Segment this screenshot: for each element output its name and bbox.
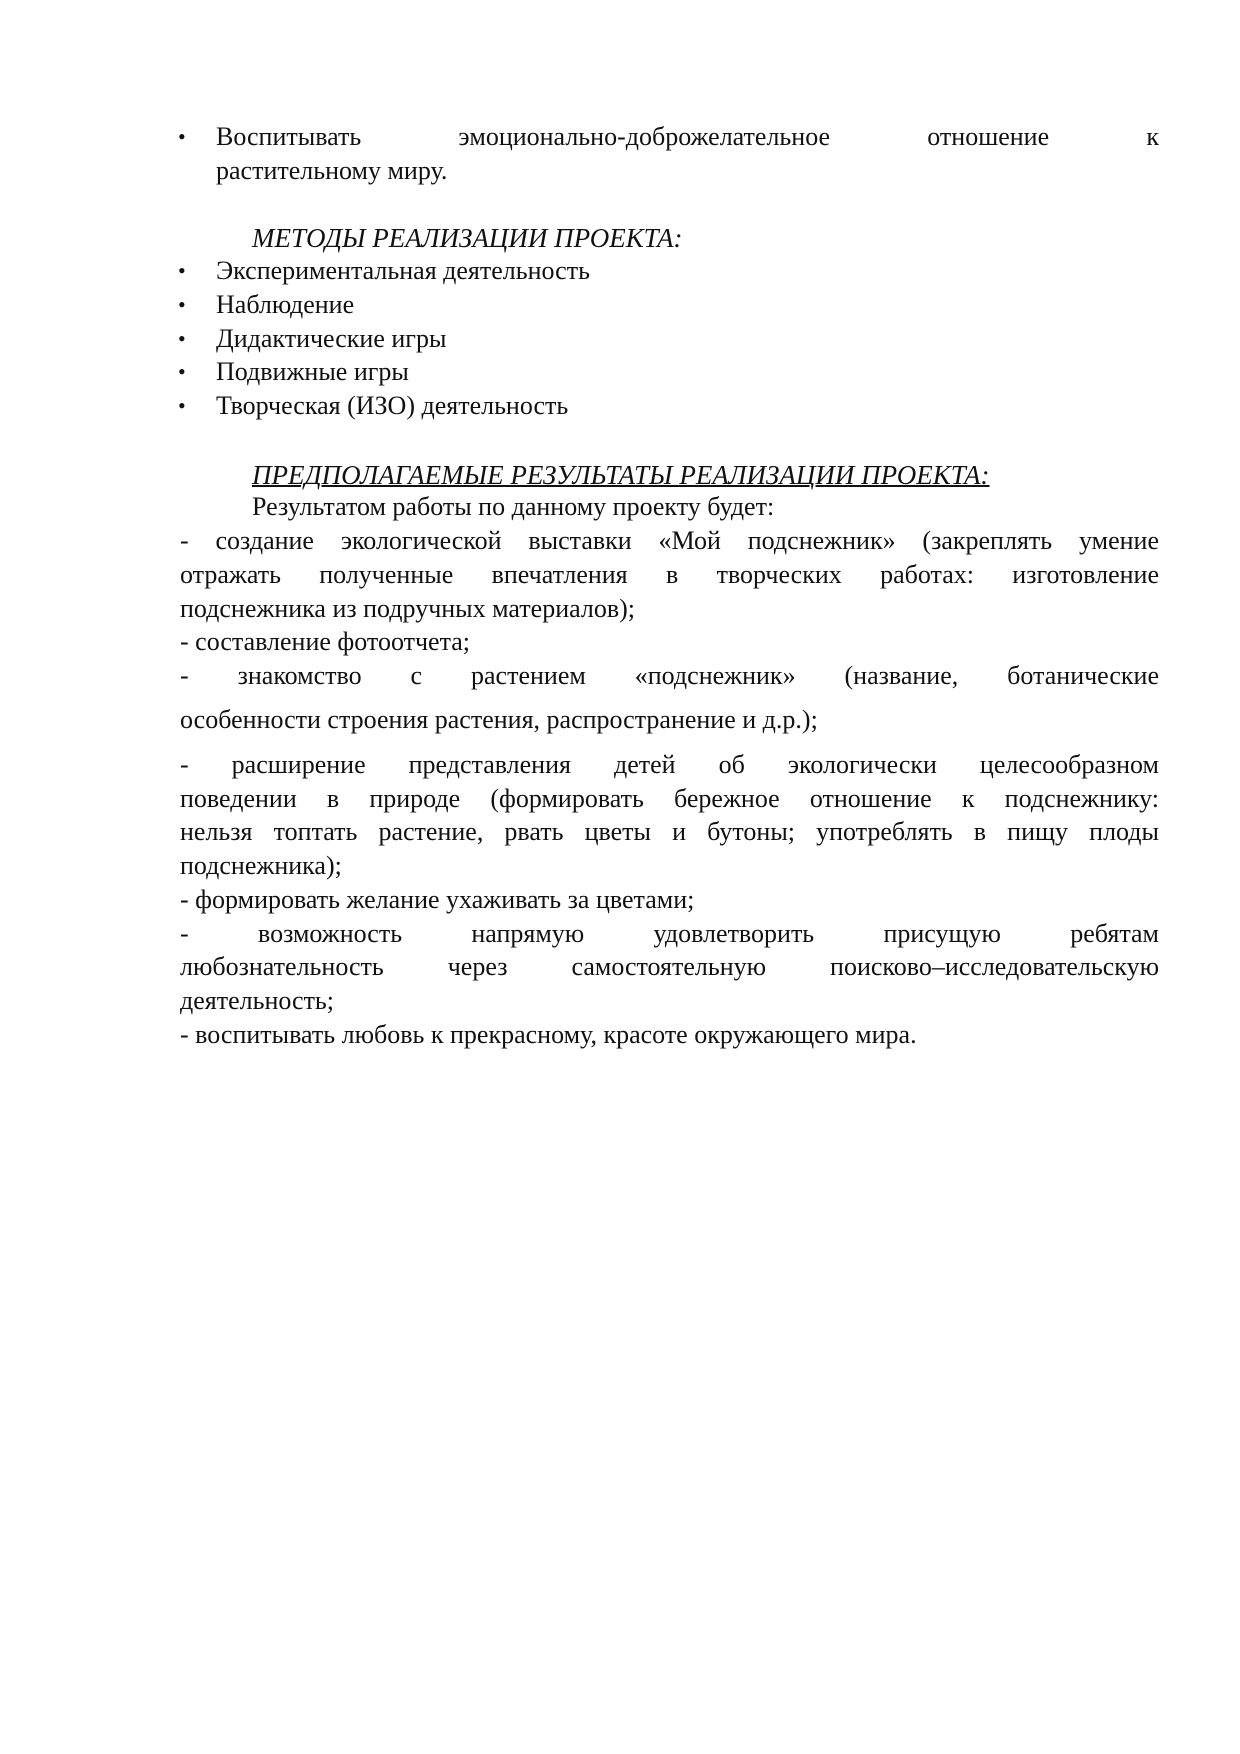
result-line: поведении в природе (формировать бережное отношение к подснежнику: [180, 784, 1159, 813]
result-line: - знакомство с растением «подснежник» (название, ботанические [180, 661, 1159, 690]
methods-heading: МЕТОДЫ РЕАЛИЗАЦИИ ПРОЕКТА: [252, 223, 683, 253]
result-line: отражать полученные впечатления в творческих работах: изготовление [180, 560, 1159, 589]
result-line: подснежника из подручных материалов); [180, 594, 636, 623]
result-line: - воспитывать любовь к прекрасному, красоте окружающего мира. [180, 1020, 917, 1049]
result-line: подснежника); [180, 851, 342, 880]
goal-line: Воспитывать эмоционально-доброжелательное отношение к [216, 122, 1159, 151]
bullet-icon: • [178, 393, 186, 418]
bullet-icon: • [178, 359, 186, 384]
method-item: Творческая (ИЗО) деятельность [216, 391, 569, 420]
bullet-icon: • [178, 326, 186, 351]
goal-line: растительному миру. [216, 156, 448, 185]
result-line: - формировать желание ухаживать за цветами; [180, 885, 695, 914]
bullet-icon: • [178, 124, 186, 149]
result-line: любознательность через самостоятельную поисково–исследовательскую [180, 952, 1159, 981]
result-line: деятельность; [180, 986, 335, 1015]
result-line: - расширение представления детей об экологически целесообразном [180, 750, 1159, 779]
method-item: Наблюдение [216, 290, 355, 319]
method-item: Дидактические игры [216, 324, 447, 353]
result-line: - возможность напрямую удовлетворить присущую ребятам [180, 919, 1159, 948]
bullet-icon: • [178, 258, 186, 283]
results-heading: ПРЕДПОЛАГАЕМЫЕ РЕЗУЛЬТАТЫ РЕАЛИЗАЦИИ ПРОЕКТА: [252, 460, 990, 490]
result-line: - составление фотоотчета; [180, 627, 471, 656]
method-item: Экспериментальная деятельность [216, 256, 590, 285]
bullet-icon: • [178, 292, 186, 317]
method-item: Подвижные игры [216, 357, 409, 386]
result-line: особенности строения растения, распространение и д.р.); [180, 705, 818, 734]
result-line: - создание экологической выставки «Мой подснежник» (закреплять умение [180, 526, 1159, 555]
results-intro: Результатом работы по данному проекту будет: [252, 492, 775, 521]
result-line: нельзя топтать растение, рвать цветы и бутоны; употреблять в пищу плоды [180, 817, 1159, 846]
